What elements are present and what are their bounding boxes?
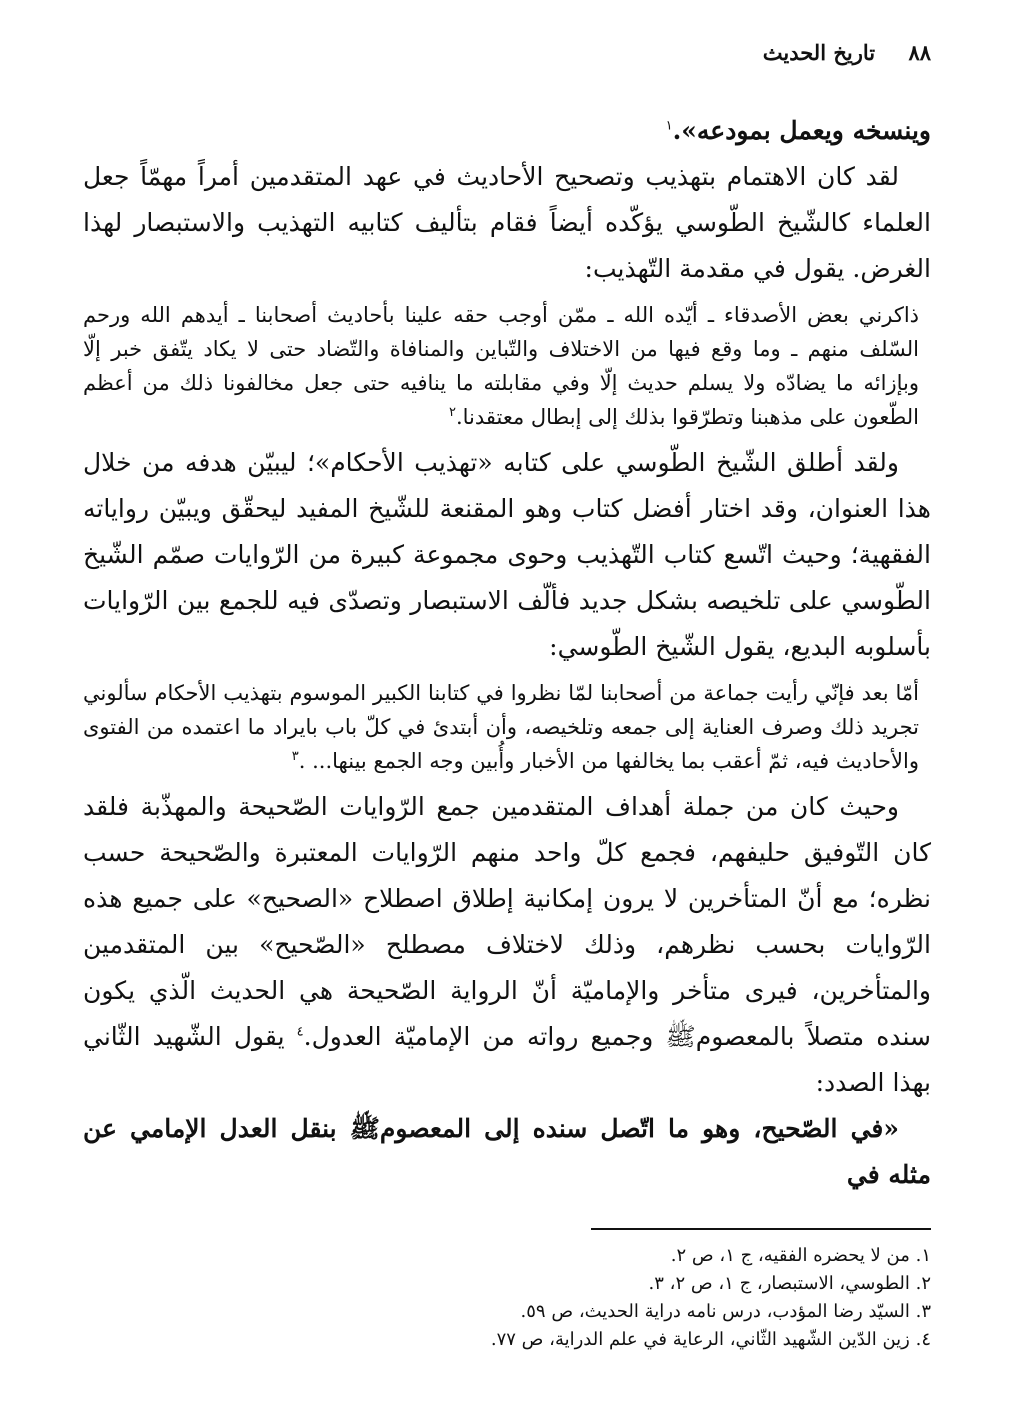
page-number: ٨٨ [908,40,931,65]
paragraph-text: بنقل العدل الإمامي عن مثله في [83,1114,931,1189]
paragraph-tahdhib-title: ولقد أطلق الشّيخ الطّوسي على كتابه «تهذيب الأحكام»؛ ليبيّن هدفه من خلال هذا العنوان، وقد اختار أفضل كتاب وهو المقنعة للشّيخ المفيد ليحقّق ويبيّن رواياته الفقهية؛ وحيث اتّسع كتاب التّهذيب وحوى مجموعة كبيرة من الرّوايات صمّم الشّيخ الطّوسي على تلخيصه بشكل جديد فألّف الاستبصار وتصدّى فيه للجمع بين الرّوايات بأسلوبه البديع، يقول الشّيخ الطّوسي: [83,448,931,661]
paragraph-text: وجميع رواته من الإماميّة العدول. [303,1022,666,1051]
paragraph-sahih-definition [83,784,931,1106]
paragraph-text: وحيث كان من جملة أهداف المتقدمين جمع الرّوايات الصّحيحة والمهذّبة فلقد كان التّوفيق حليفهم، فجمع كلّ واحد منهم الرّوايات المعتبرة والصّحيحة حسب نظره؛ مع أنّ المتأخرين لا يرون إمكانية إطلاق اصطلاح «الصحيح» على جميع هذه الرّوايات بحسب نظرهم، وذلك لاختلاف مصطلح «الصّحيح» بين المتقدمين والمتأخرين، فيرى متأخر والإماميّة أنّ الرواية الصّحيحة هي الحديث الّذي يكون سنده متصلاً بالمعصوم [83,792,932,1051]
running-header [763,38,931,68]
block-quote-tahdhib [83,298,931,434]
footnote-ref: ٣ [291,749,299,764]
footnote-item: ٣. السيّد رضا المؤدب، درس نامه دراية الحديث، ص ٥٩. [520,1301,931,1322]
honorific-glyph: ﷺ [349,1114,380,1143]
paragraph-text: «في الصّحيح، وهو ما اتّصل سنده إلى المعصوم [379,1114,899,1143]
footnote-separator [591,1228,931,1230]
footnotes-list [83,1242,931,1354]
paragraph-text: يقول الشّهيد الثّاني بهذا الصدد: [83,1022,931,1097]
footnote-ref: ١ [665,118,673,134]
main-text [83,108,931,1198]
paragraph-continuation [83,108,931,154]
footnote-ref: ٤ [296,1024,304,1040]
footnote-item: ٢. الطوسي، الاستبصار، ج ١، ص ٢، ٣. [648,1273,931,1294]
footnote-ref: ٢ [448,405,456,420]
block-quote-istibsar [83,676,931,778]
running-title: تاريخ الحديث [762,40,876,65]
paragraph-text: وينسخه ويعمل بمودعه». [672,116,931,145]
quote-text: أمّا بعد فإنّي رأيت جماعة من أصحابنا لمّا نظروا في كتابنا الكبير الموسوم بتهذيب الأحكام سألوني تجريد ذلك وصرف العناية إلى جمعه وتلخيصه، وأن أبتدئ في كلّ باب بايراد ما اعتمده من الفتوى والأحاديث فيه، ثمّ أعقب بما يخالفها من الأخبار وأُبين وجه الجمع بينها... . [83,681,919,773]
paragraph-intro: لقد كان الاهتمام بتهذيب وتصحيح الأحاديث في عهد المتقدمين أمراً مهمّاً جعل العلماء كالشّيخ الطّوسي يؤكّده أيضاً فقام بتأليف كتابيه التهذيب والاستبصار لهذا الغرض. يقول في مقدمة التّهذيب: [83,162,931,283]
honorific-glyph: ﷺ [665,1022,696,1051]
quote-text: ذاكرني بعض الأصدقاء ـ أيّده الله ـ ممّن أوجب حقه علينا بأحاديث أصحابنا ـ أيدهم الله ورحم السّلف منهم ـ وما وقع فيها من الاختلاف والتّباين والمنافاة والتّضاد حتى لا يكاد يتّفق خبر إلّا وبإزائه ما يضادّه ولا يسلم حديث إلّا وفي مقابلته ما ينافيه حتى جعل مخالفونا ذلك من أعظم الطّعون على مذهبنا وتطرّقوا بذلك إلى إبطال معتقدنا. [83,303,919,429]
footnote-item: ١. من لا يحضره الفقيه، ج ١، ص ٢. [670,1245,931,1266]
footnote-item: ٤. زين الدّين الشّهيد الثّاني، الرعاية في علم الدراية، ص ٧٧. [490,1329,931,1350]
paragraph-shahid-quote [83,1106,931,1198]
